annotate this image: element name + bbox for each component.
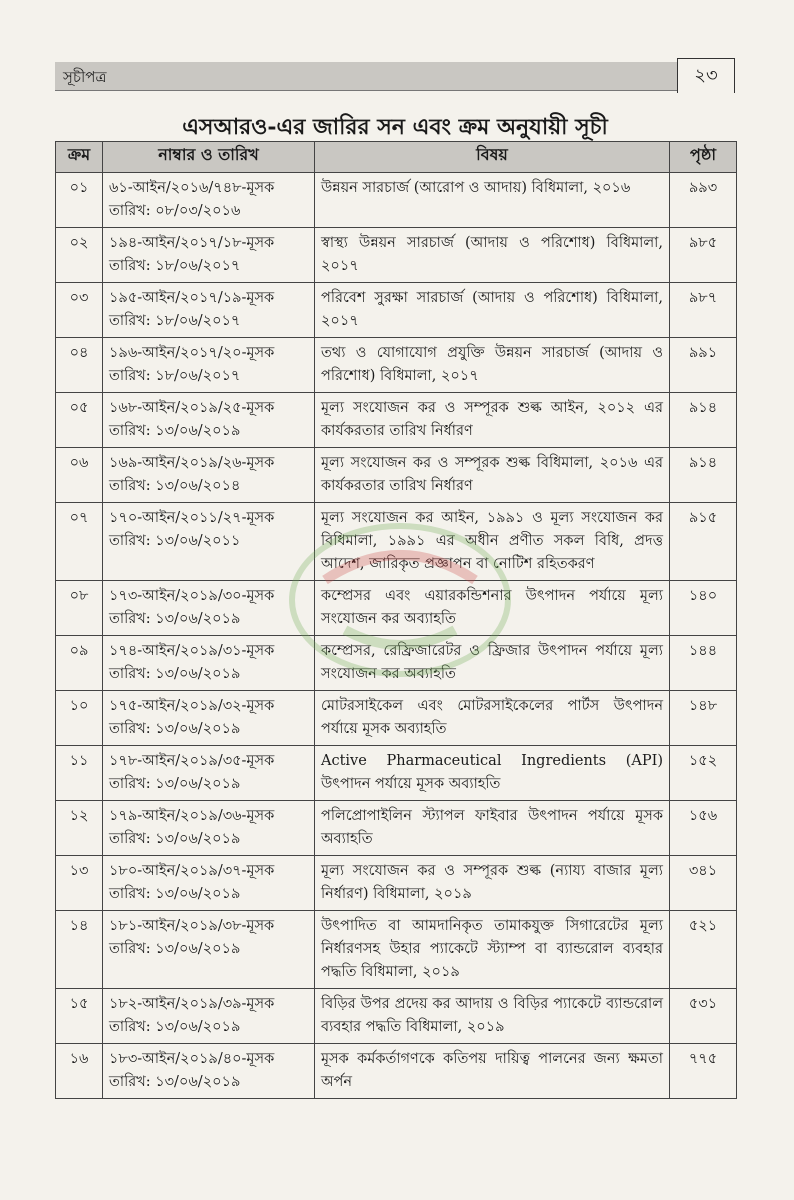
section-label: সূচীপত্র [63, 68, 107, 86]
row-page: ৯১৪ [670, 448, 737, 503]
row-number-date [103, 503, 315, 581]
sro-number: ১৭৪-আইন/২০১৯/৩১-মূসক [109, 643, 275, 659]
sro-date: তারিখ: ১৮/০৬/২০১৭ [109, 313, 241, 329]
sro-date: তারিখ: ১৩/০৬/২০১৪ [109, 478, 241, 494]
row-page: ১৪০ [670, 581, 737, 636]
row-number-date [103, 691, 315, 746]
sro-date: তারিখ: ১৩/০৬/২০১৯ [109, 886, 241, 902]
row-number-date [103, 228, 315, 283]
row-number-date [103, 393, 315, 448]
row-subject: উৎপাদিত বা আমদানিকৃত তামাকযুক্ত সিগারেটের মূল্য নির্ধারণসহ উহার প্যাকেটে স্ট্যাম্প বা ব্যান্ডরোল ব্যবহার পদ্ধতি বিধিমালা, ২০১৯ [315, 911, 670, 989]
sro-number: ১৬৯-আইন/২০১৯/২৬-মূসক [109, 455, 275, 471]
sro-number: ১৭৯-আইন/২০১৯/৩৬-মূসক [109, 808, 275, 824]
row-page: ৯১৪ [670, 393, 737, 448]
table-row [56, 173, 737, 228]
sro-number: ১৯৬-আইন/২০১৭/২০-মূসক [109, 345, 275, 361]
row-subject: কম্প্রেসর, রেফ্রিজারেটর ও ফ্রিজার উৎপাদন পর্যায়ে মূল্য সংযোজন কর অব্যাহতি [315, 636, 670, 691]
row-page: ১৪৮ [670, 691, 737, 746]
row-serial: ০১ [56, 173, 103, 228]
row-subject: স্বাস্থ্য উন্নয়ন সারচার্জ (আদায় ও পরিশোধ) বিধিমালা, ২০১৭ [315, 228, 670, 283]
table-row [56, 228, 737, 283]
sro-date: তারিখ: ১৩/০৬/২০১৯ [109, 776, 241, 792]
row-serial: ০৯ [56, 636, 103, 691]
row-number-date [103, 911, 315, 989]
sro-number: ১৭৫-আইন/২০১৯/৩২-মূসক [109, 698, 275, 714]
row-number-date [103, 338, 315, 393]
row-page: ৯৮৫ [670, 228, 737, 283]
row-number-date [103, 448, 315, 503]
sro-date: তারিখ: ১৩/০৬/২০১৯ [109, 1019, 241, 1035]
row-subject: মোটরসাইকেল এবং মোটরসাইকেলের পার্টস উৎপাদন পর্যায়ে মূসক অব্যাহতি [315, 691, 670, 746]
document-title: এসআরও-এর জারির সন এবং ক্রম অনুযায়ী সূচী [182, 114, 608, 140]
row-number-date [103, 581, 315, 636]
sro-number: ১৮১-আইন/২০১৯/৩৮-মূসক [109, 918, 275, 934]
row-number-date [103, 856, 315, 911]
index-table [55, 141, 737, 1099]
table-header-row [56, 142, 737, 173]
row-number-date [103, 636, 315, 691]
table-body [56, 173, 737, 1099]
row-serial: ০২ [56, 228, 103, 283]
row-subject: মূল্য সংযোজন কর ও সম্পূরক শুল্ক বিধিমালা, ২০১৬ এর কার্যকরতার তারিখ নির্ধারণ [315, 448, 670, 503]
sro-date: তারিখ: ১৩/০৬/২০১৯ [109, 941, 241, 957]
sro-date: তারিখ: ১৩/০৬/২০১৯ [109, 1074, 241, 1090]
row-number-date [103, 746, 315, 801]
running-header [55, 62, 735, 91]
row-serial: ১৪ [56, 911, 103, 989]
table-row [56, 911, 737, 989]
sro-date: তারিখ: ১৩/০৬/২০১১ [109, 533, 241, 549]
row-serial: ০৮ [56, 581, 103, 636]
row-page: ৩৪১ [670, 856, 737, 911]
sro-date: তারিখ: ১৩/০৬/২০১৯ [109, 423, 241, 439]
sro-date: তারিখ: ১৩/০৬/২০১৯ [109, 611, 241, 627]
row-number-date [103, 283, 315, 338]
sro-number: ১৭৮-আইন/২০১৯/৩৫-মূসক [109, 753, 275, 769]
sro-date: তারিখ: ১৮/০৬/২০১৭ [109, 368, 241, 384]
row-number-date [103, 1044, 315, 1099]
sro-number: ১৭০-আইন/২০১১/২৭-মূসক [109, 510, 275, 526]
row-number-date [103, 801, 315, 856]
row-page: ৯১৫ [670, 503, 737, 581]
sro-number: ১৬৮-আইন/২০১৯/২৫-মূসক [109, 400, 275, 416]
row-subject: পরিবেশ সুরক্ষা সারচার্জ (আদায় ও পরিশোধ) বিধিমালা, ২০১৭ [315, 283, 670, 338]
table-row [56, 338, 737, 393]
table-row [56, 393, 737, 448]
row-number-date [103, 989, 315, 1044]
row-page: ৭৭৫ [670, 1044, 737, 1099]
sro-date: তারিখ: ১৮/০৬/২০১৭ [109, 258, 241, 274]
row-subject: উন্নয়ন সারচার্জ (আরোপ ও আদায়) বিধিমালা, ২০১৬ [315, 173, 670, 228]
table-row [56, 1044, 737, 1099]
sro-date: তারিখ: ১৩/০৬/২০১৯ [109, 721, 241, 737]
row-subject: তথ্য ও যোগাযোগ প্রযুক্তি উন্নয়ন সারচার্জ (আদায় ও পরিশোধ) বিধিমালা, ২০১৭ [315, 338, 670, 393]
row-page: ১৫৬ [670, 801, 737, 856]
sro-number: ১৮০-আইন/২০১৯/৩৭-মূসক [109, 863, 275, 879]
row-serial: ১২ [56, 801, 103, 856]
row-serial: ০৬ [56, 448, 103, 503]
column-header-number-date: নাম্বার ও তারিখ [103, 142, 315, 173]
row-subject: মূল্য সংযোজন কর ও সম্পূরক শুল্ক (ন্যায্য বাজার মূল্য নির্ধারণ) বিধিমালা, ২০১৯ [315, 856, 670, 911]
column-header-page: পৃষ্ঠা [670, 142, 737, 173]
row-serial: ১৬ [56, 1044, 103, 1099]
page-number: ২৩ [677, 58, 735, 93]
sro-date: তারিখ: ০৮/০৩/২০১৬ [109, 203, 241, 219]
table-row [56, 801, 737, 856]
row-subject: বিড়ির উপর প্রদেয় কর আদায় ও বিড়ির প্যাকেটে ব্যান্ডরোল ব্যবহার পদ্ধতি বিধিমালা, ২০১৯ [315, 989, 670, 1044]
table-row [56, 691, 737, 746]
row-page: ৯৮৭ [670, 283, 737, 338]
table-row [56, 448, 737, 503]
table-row [56, 746, 737, 801]
row-page: ৫২১ [670, 911, 737, 989]
row-page: ৫৩১ [670, 989, 737, 1044]
row-serial: ০৩ [56, 283, 103, 338]
row-serial: ০৪ [56, 338, 103, 393]
row-serial: ১১ [56, 746, 103, 801]
row-serial: ১৫ [56, 989, 103, 1044]
sro-date: তারিখ: ১৩/০৬/২০১৯ [109, 831, 241, 847]
row-page: ১৪৪ [670, 636, 737, 691]
row-serial: ১৩ [56, 856, 103, 911]
sro-date: তারিখ: ১৩/০৬/২০১৯ [109, 666, 241, 682]
table-row [56, 283, 737, 338]
table-row [56, 503, 737, 581]
column-header-subject: বিষয় [315, 142, 670, 173]
row-subject: পলিপ্রোপাইলিন স্ট্যাপল ফাইবার উৎপাদন পর্যায়ে মূসক অব্যাহতি [315, 801, 670, 856]
row-page: ১৫২ [670, 746, 737, 801]
table-row [56, 581, 737, 636]
sro-number: ১৮২-আইন/২০১৯/৩৯-মূসক [109, 996, 275, 1012]
table-row [56, 989, 737, 1044]
row-subject: Active Pharmaceutical Ingredients (API) উৎপাদন পর্যায়ে মূসক অব্যাহতি [315, 746, 670, 801]
row-subject: মূল্য সংযোজন কর ও সম্পূরক শুল্ক আইন, ২০১২ এর কার্যকরতার তারিখ নির্ধারণ [315, 393, 670, 448]
row-subject: মূল্য সংযোজন কর আইন, ১৯৯১ ও মূল্য সংযোজন কর বিধিমালা, ১৯৯১ এর অধীন প্রণীত সকল বিধি, প্রদত্ত আদেশ, জারিকৃত প্রজ্ঞাপন বা নোটিশ রহিতকরণ [315, 503, 670, 581]
row-page: ৯৯৩ [670, 173, 737, 228]
sro-number: ১৯৫-আইন/২০১৭/১৯-মূসক [109, 290, 275, 306]
sro-number: ১৮৩-আইন/২০১৯/৪০-মূসক [109, 1051, 275, 1067]
column-header-serial: ক্রম [56, 142, 103, 173]
row-serial: ০৭ [56, 503, 103, 581]
row-serial: ০৫ [56, 393, 103, 448]
row-subject: কম্প্রেসর এবং এয়ারকন্ডিশনার উৎপাদন পর্যায়ে মূল্য সংযোজন কর অব্যাহতি [315, 581, 670, 636]
table-row [56, 636, 737, 691]
table-row [56, 856, 737, 911]
sro-number: ১৭৩-আইন/২০১৯/৩০-মূসক [109, 588, 275, 604]
row-number-date [103, 173, 315, 228]
row-subject: মূসক কর্মকর্তাগণকে কতিপয় দায়িত্ব পালনের জন্য ক্ষমতা অর্পন [315, 1044, 670, 1099]
sro-number: ১৯৪-আইন/২০১৭/১৮-মূসক [109, 235, 275, 251]
sro-number: ৬১-আইন/২০১৬/৭৪৮-মূসক [109, 180, 275, 196]
row-page: ৯৯১ [670, 338, 737, 393]
row-serial: ১০ [56, 691, 103, 746]
